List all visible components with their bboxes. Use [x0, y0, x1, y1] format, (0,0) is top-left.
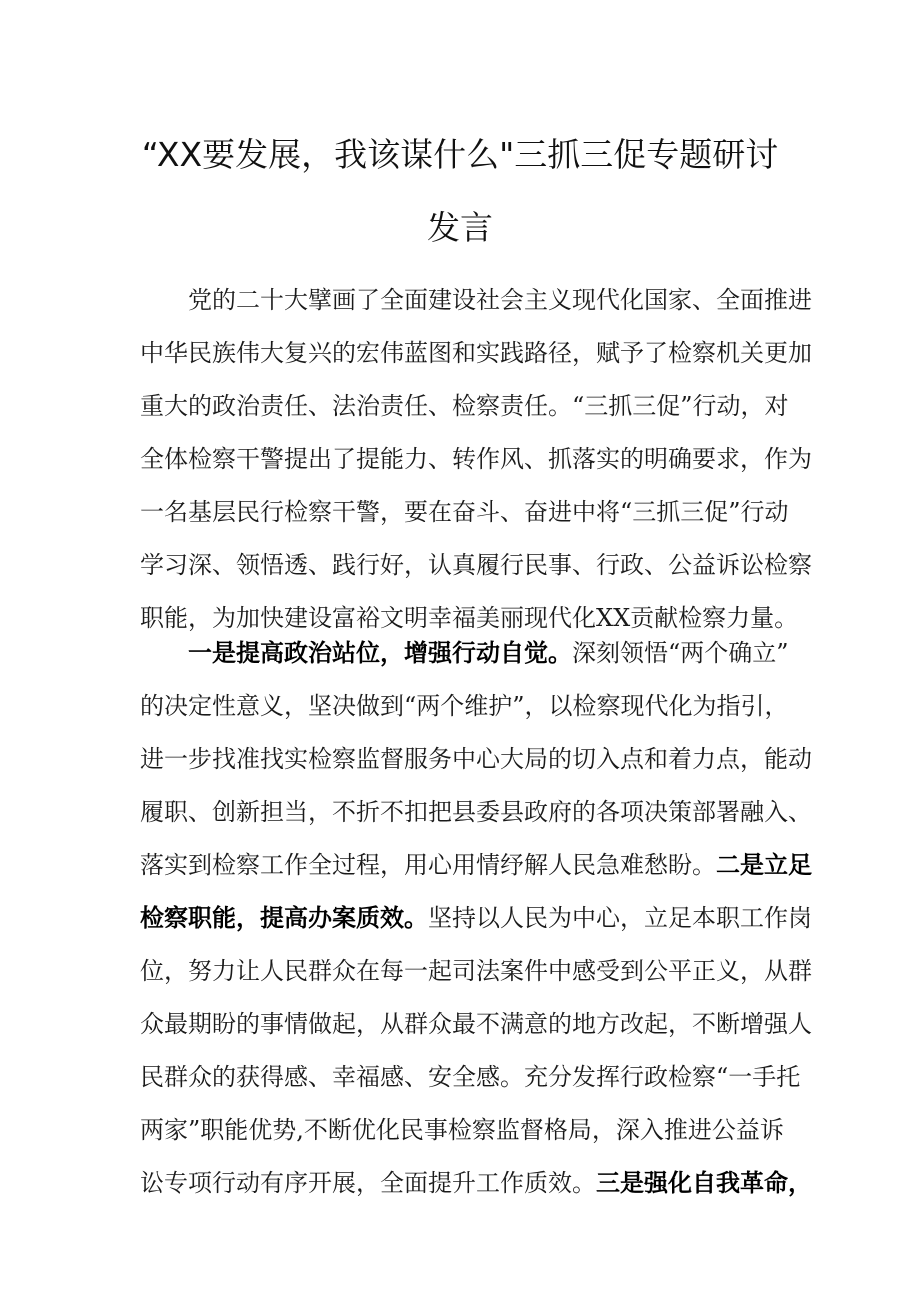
heading-point-three: 三是强化自我革命，	[596, 1168, 812, 1197]
paragraph-1-line: 一名基层民行检察干警，要在奋斗、奋进中将“三抓三促”行动	[140, 498, 789, 526]
paragraph-2-line: 位，努力让人民群众在每一起司法案件中感受到公平正义，从群	[140, 957, 812, 985]
heading-point-one: 一是提高政治站位，增强行动自觉。	[188, 638, 572, 667]
paragraph-1-line: 全体检察干警提出了提能力、转作风、抓落实的明确要求，作为	[140, 445, 812, 473]
paragraph-1-line: 中华民族伟大复兴的宏伟蓝图和实践路径，赋予了检察机关更加	[140, 339, 812, 367]
paragraph-2-line: 进一步找准找实检察监督服务中心大局的切入点和着力点，能动	[140, 745, 812, 773]
paragraph-2-line: 民群众的获得感、幸福感、安全感。充分发挥行政检察“一手托	[140, 1063, 801, 1091]
paragraph-2-line: 众最期盼的事情做起，从群众最不满意的地方改起，不断增强人	[140, 1010, 812, 1038]
paragraph-2-text: 讼专项行动有序开展，全面提升工作质效。	[140, 1169, 596, 1197]
paragraph-2-text: 落实到检察工作全过程，用心用情纾解人民急难愁盼。	[140, 851, 716, 879]
paragraph-2-line-11	[140, 1166, 812, 1200]
paragraph-2-text: 坚持以人民为中心，立足本职工作岗	[428, 904, 812, 932]
heading-point-two-start: 二是立足	[716, 850, 812, 879]
heading-point-two-end: 检察职能，提高办案质效。	[140, 903, 428, 932]
document-title-line-2: 发言	[427, 208, 493, 247]
paragraph-1-line: 学习深、领悟透、践行好，认真履行民事、行政、公益诉讼检察	[140, 551, 812, 579]
paragraph-2-line-5	[140, 848, 812, 882]
paragraph-1-line: 党的二十大擘画了全面建设社会主义现代化国家、全面推进	[188, 286, 812, 314]
document-title-line-1: “XX要发展，我该谋什么"三抓三促专题研讨	[141, 135, 779, 174]
paragraph-2-line: 两家”职能优势,不断优化民事检察监督格局，深入推进公益诉	[140, 1116, 784, 1144]
paragraph-2-line-1	[188, 636, 789, 670]
paragraph-1-line: 职能，为加快建设富裕文明幸福美丽现代化XX贡献检察力量。	[140, 604, 799, 632]
paragraph-2-line-6	[140, 901, 812, 935]
paragraph-2-text: 深刻领悟“两个确立”	[572, 639, 789, 667]
paragraph-1-line: 重大的政治责任、法治责任、检察责任。“三抓三促”行动，对	[140, 392, 789, 420]
paragraph-2-line: 的决定性意义，坚决做到“两个维护”，以检察现代化为指引，	[140, 692, 789, 720]
paragraph-2-line: 履职、创新担当，不折不扣把县委县政府的各项决策部署融入、	[140, 798, 812, 826]
